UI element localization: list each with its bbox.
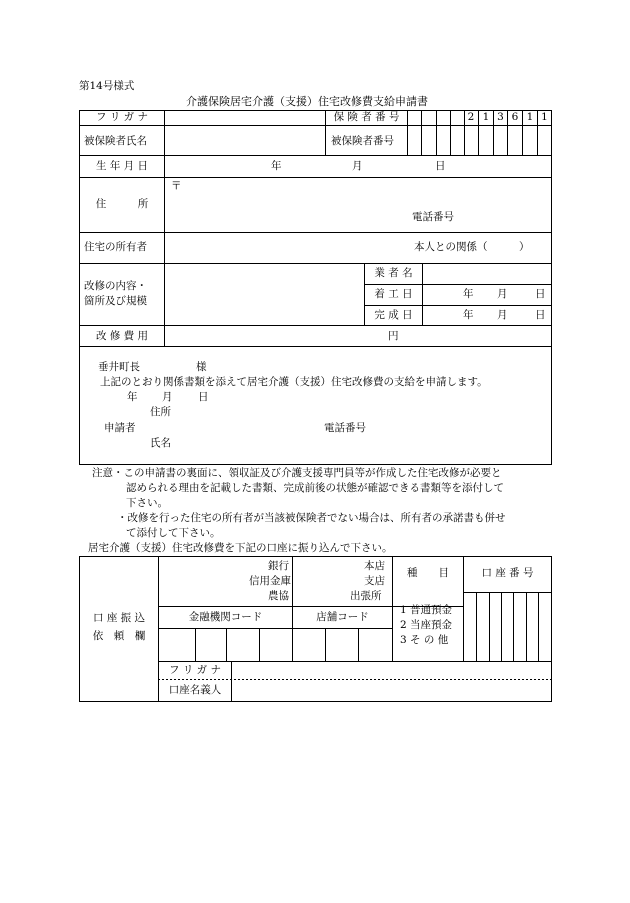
application-month: 月 xyxy=(162,391,173,403)
deposit-type-1: 1 普通預金 xyxy=(400,604,453,616)
bank-type-shinkin: 信用金庫 xyxy=(249,575,291,587)
cost-label: 改 修 費 用 xyxy=(95,330,148,342)
bank-side-label-1: 口 座 振 込 xyxy=(92,612,145,624)
insured-name-label: 被保険者氏名 xyxy=(84,135,147,147)
branch-type-shutchojo: 出張所 xyxy=(350,590,382,602)
bank-type-nokyo: 農協 xyxy=(268,590,289,602)
address-phone-label: 電話番号 xyxy=(412,211,454,223)
institution-code-label: 金融機関コード xyxy=(188,611,263,623)
note-1-line1: 注意・この申請書の裏面に、領収証及び介護支援専門員等が作成した住宅改修が必要と xyxy=(92,467,502,479)
content-label-line1: 改修の内容・ xyxy=(84,280,147,292)
insurer-digit-3: 3 xyxy=(497,111,504,123)
deposit-type-label: 種 目 xyxy=(407,567,449,579)
birth-day: 日 xyxy=(435,160,446,172)
form-number: 第14号様式 xyxy=(79,80,135,92)
start-day: 日 xyxy=(535,288,546,300)
done-day: 日 xyxy=(535,309,546,321)
deposit-type-3: 3 そ の 他 xyxy=(400,634,449,646)
bank-side-label-2: 依 頼 欄 xyxy=(92,630,146,642)
note-1-line3: 下さい。 xyxy=(126,497,168,509)
applicant-name-label: 氏名 xyxy=(150,437,171,449)
addressee-mayor: 垂井町長 xyxy=(98,361,140,373)
application-year: 年 xyxy=(127,391,138,403)
application-day: 日 xyxy=(198,391,209,403)
relation-label: 本人との関係（ ） xyxy=(414,241,530,253)
note-2-line2: て添付して下さい。 xyxy=(126,527,221,539)
content-label-line2: 箇所及び規模 xyxy=(84,295,147,307)
holder-furigana-label: フ リ ガ ナ xyxy=(168,664,221,676)
insured-number-label: 被保険者番号 xyxy=(331,135,394,147)
postal-mark: 〒 xyxy=(171,180,182,192)
start-year: 年 xyxy=(463,288,474,300)
start-date-label: 着 工 日 xyxy=(374,288,413,300)
account-holder-label: 口座名義人 xyxy=(168,684,222,696)
address-label: 住 所 xyxy=(95,198,149,210)
birth-month: 月 xyxy=(352,160,363,172)
applicant-phone-label: 電話番号 xyxy=(324,422,366,434)
insurer-digit-4: 6 xyxy=(511,111,519,123)
branch-type-honten: 本店 xyxy=(364,560,385,572)
transfer-intro: 居宅介護（支援）住宅改修費を下記の口座に振り込んで下さい。 xyxy=(88,542,393,554)
applicant-label: 申請者 xyxy=(104,422,136,434)
birth-year: 年 xyxy=(271,160,282,172)
note-2-line1: ・改修を行った住宅の所有者が当該被保険者でない場合は、所有者の承諾書も併せ xyxy=(117,512,506,524)
note-1-line2: 認められる理由を記載した書類、完成前後の状態が確認できる書類等を添付して xyxy=(126,482,504,494)
yen-unit: 円 xyxy=(388,330,399,342)
start-month: 月 xyxy=(497,288,508,300)
insurer-digit-2: 1 xyxy=(482,111,490,123)
applicant-address-label: 住所 xyxy=(150,406,171,418)
insurer-digit-5: 1 xyxy=(526,111,534,123)
deposit-type-2: 2 当座預金 xyxy=(400,619,453,631)
contractor-label: 業 者 名 xyxy=(374,267,413,279)
birthdate-label: 生 年 月 日 xyxy=(95,160,148,172)
furigana-label: フ リ ガ ナ xyxy=(95,111,148,123)
branch-type-shiten: 支店 xyxy=(364,575,385,587)
completion-date-label: 完 成 日 xyxy=(374,309,413,321)
insurer-digit-6: 1 xyxy=(541,111,548,123)
addressee-sama: 様 xyxy=(196,361,207,373)
bank-type-ginko: 銀行 xyxy=(268,560,289,572)
owner-label: 住宅の所有者 xyxy=(84,241,147,253)
application-statement: 上記のとおり関係書類を添えて居宅介護（支援）住宅改修費の支給を申請します。 xyxy=(100,376,488,388)
account-number-label: 口 座 番 号 xyxy=(481,567,534,579)
form-title: 介護保険居宅介護（支援）住宅改修費支給申請書 xyxy=(186,95,428,108)
done-year: 年 xyxy=(463,309,474,321)
branch-code-label: 店舗コード xyxy=(316,611,369,623)
done-month: 月 xyxy=(497,309,508,321)
insurer-number-label: 保 険 者 番 号 xyxy=(333,111,400,123)
insurer-digit-1: 2 xyxy=(467,111,475,123)
